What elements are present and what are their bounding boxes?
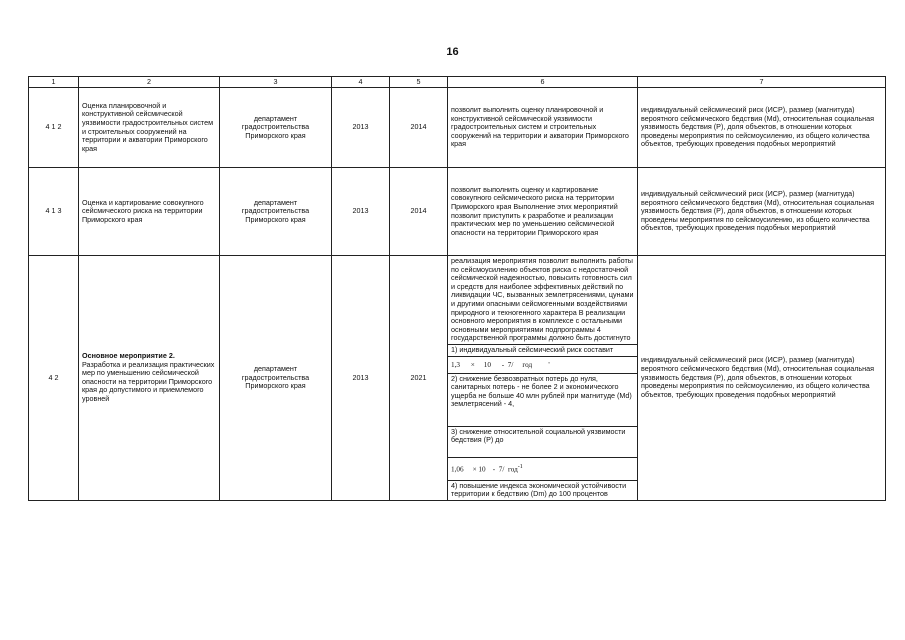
column-header: 1 bbox=[29, 77, 79, 88]
table-row bbox=[29, 168, 886, 256]
formula-individual-risk: 1,3 × 10 - 7/ год ' bbox=[448, 356, 637, 373]
column-header: 2 bbox=[79, 77, 220, 88]
end-year: 2014 bbox=[390, 168, 448, 256]
result-intro: реализация мероприятия позволит выполнить работы по сейсмоусилению объектов риска с недостаточной сейсмической надежностью, повысить готовность сил и средств для наиболее эффективных действий по ликвидации ЧС, вызванных землетрясениями, цунами и другими опасными сейсмогенными воздействиями природного и техногенного характера В реализации основного мероприятия в комплексе с остальными основными мероприятиями подпрограммы 4 государственной программы должно быть достигнуто bbox=[448, 256, 637, 344]
expected-result: позволит выполнить оценку планировочной и конструктивной сейсмической уязвимости градостроительных систем и строительных сооружений на территории и акватории Приморского края bbox=[448, 88, 638, 168]
measure-title-cell bbox=[79, 256, 220, 501]
table-row bbox=[29, 88, 886, 168]
table-row bbox=[29, 256, 886, 501]
column-header: 4 bbox=[332, 77, 390, 88]
measure-title-bold: Основное мероприятие 2. bbox=[82, 351, 175, 361]
column-header: 7 bbox=[638, 77, 886, 88]
executor: департамент градостроительства Приморского края bbox=[220, 88, 332, 168]
indicators: индивидуальный сейсмический риск (ИСР), размер (магнитуда) вероятного сейсмического бедствия (Md), относительная социальная уязвимость бедствия (Р), доля объектов, в отношении которых проведены мероприятия по сейсмоусилению, из общего количества объектов, требующих проведения подобных мероприятий bbox=[638, 256, 886, 501]
result-item-3: 3) снижение относительной социальной уязвимости бедствия (Р) до bbox=[448, 426, 637, 457]
measure-title: Оценка и картирование совокупного сейсмического риска на территории Приморского края bbox=[79, 168, 220, 256]
result-subtable bbox=[448, 256, 637, 500]
end-year: 2021 bbox=[390, 256, 448, 501]
column-header: 6 bbox=[448, 77, 638, 88]
result-item-1: 1) индивидуальный сейсмический риск составит bbox=[448, 344, 637, 356]
indicators: индивидуальный сейсмический риск (ИСР), размер (магнитуда) вероятного сейсмического бедствия (Md), относительная социальная уязвимость бедствия (Р), доля объектов, в отношении которых проведены мероприятия по сейсмоусилению, из общего количества объектов, требующих проведения подобных мероприятий bbox=[638, 88, 886, 168]
page-number: 16 bbox=[446, 46, 459, 58]
formula-main: 1,06 × 10 - 7/ год bbox=[451, 464, 518, 473]
column-header: 3 bbox=[220, 77, 332, 88]
expected-result-cell bbox=[448, 256, 638, 501]
program-table bbox=[28, 76, 886, 501]
header-row bbox=[29, 77, 886, 88]
measure-title: Разработка и реализация практических мер по уменьшению сейсмической опасности на территории Приморского края до допустимого и приемлемого уровней bbox=[82, 359, 215, 404]
indicators: индивидуальный сейсмический риск (ИСР), размер (магнитуда) вероятного сейсмического бедствия (Md), относительная социальная уязвимость бедствия (Р), доля объектов, в отношении которых проведены мероприятия по сейсмоусилению, из общего количества объектов, требующих проведения подобных мероприятий bbox=[638, 168, 886, 256]
row-number: 4 1 2 bbox=[29, 88, 79, 168]
formula-social-vulnerability bbox=[448, 457, 637, 480]
row-number: 4 1 3 bbox=[29, 168, 79, 256]
start-year: 2013 bbox=[332, 256, 390, 501]
column-header: 5 bbox=[390, 77, 448, 88]
formula-exponent: -1 bbox=[517, 463, 523, 470]
end-year: 2014 bbox=[390, 88, 448, 168]
result-item-4: 4) повышение индекса экономической устойчивости территории к бедствию (Dm) до 100 процентов bbox=[451, 480, 627, 499]
executor: департамент градостроительства Приморского края bbox=[220, 168, 332, 256]
row-number: 4 2 bbox=[29, 256, 79, 501]
expected-result: позволит выполнить оценку и картирование совокупного сейсмического риска на территории Приморского края Выполнение этих мероприятий позволит приступить к разработке и реализации практических мер по уменьшению сейсмической опасности на территории Приморского края bbox=[448, 168, 638, 256]
executor: департамент градостроительства Приморского края bbox=[220, 256, 332, 501]
start-year: 2013 bbox=[332, 88, 390, 168]
start-year: 2013 bbox=[332, 168, 390, 256]
measure-title: Оценка планировочной и конструктивной сейсмической уязвимости градостроительных систем и строительных сооружений на территории и акватории Приморского края bbox=[79, 88, 220, 168]
result-item-2: 2) снижение безвозвратных потерь до нуля, санитарных потерь - не более 2 и экономического ущерба не больше 40 млн рублей при магнитуде (Md) землетрясений - 4, bbox=[448, 373, 637, 426]
